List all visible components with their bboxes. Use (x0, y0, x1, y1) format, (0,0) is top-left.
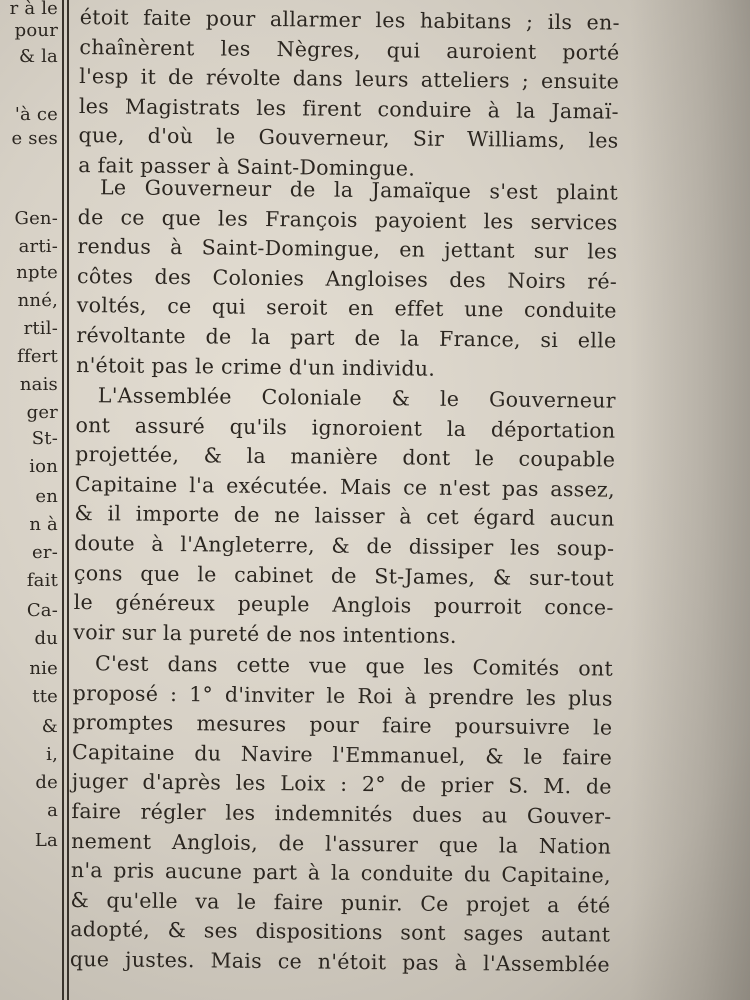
text-line: le généreux peuple Anglois pourroit conce- (73, 590, 614, 620)
text-line: C'est dans cette vue que les Comités ont (94, 651, 614, 681)
text-line: juger d'après les Loix : 2° de prier S. M. de (71, 769, 612, 800)
left-column-line: fait (26, 570, 58, 591)
text-line: que justes. Mais ce n'étoit pas à l'Assemblée (69, 946, 611, 977)
text-line: faire régler les indemnités dues au Gouver- (71, 798, 612, 829)
text-line: Le Gouverneur de la Jamaïque s'est plaint (99, 175, 619, 205)
left-column-line: pour (14, 20, 58, 41)
left-column-line: Ca- (26, 600, 58, 621)
column-rule-right (67, 0, 69, 1000)
text-line: voltés, ce qui seroit en effet une conduite (76, 293, 617, 324)
left-column-line: & la (18, 46, 58, 67)
text-line: les Magistrats les firent conduire à la Jamaï- (78, 93, 619, 124)
text-line: l'esp it de révolte dans leurs atteliers ; ensuite (79, 64, 620, 94)
left-column-line: n à (29, 514, 58, 535)
left-column-line: nie (29, 658, 58, 679)
left-column-line: 'à ce (14, 104, 58, 125)
text-line: proposé : 1° d'inviter le Roi à prendre les plus (72, 680, 613, 711)
left-column-line: de (35, 772, 58, 793)
text-line: Capitaine du Navire l'Emmanuel, & le faire (72, 739, 613, 770)
text-line: étoit faite pour allarmer les habitans ; ils en- (79, 4, 620, 35)
left-column-line: er- (32, 542, 58, 563)
text-line: voir sur la pureté de nos intentions. (73, 619, 457, 648)
left-column-line: Gen- (14, 208, 58, 229)
left-column-fragment (0, 0, 58, 1000)
left-column-line: du (34, 628, 58, 649)
left-column-line: ffert (17, 346, 58, 367)
left-column-line: rtil- (23, 318, 58, 339)
text-line: çons que le cabinet de St-James, & sur-tout (73, 560, 615, 591)
left-column-line: ion (29, 456, 58, 477)
left-column-line: nais (19, 374, 58, 395)
left-column-line: i, (46, 744, 58, 765)
left-column-line: r à le (9, 0, 58, 19)
left-column-line: ger (26, 402, 58, 423)
left-column-line: tte (32, 686, 58, 707)
left-column-line: e ses (11, 128, 58, 149)
left-column-line: St- (31, 428, 58, 449)
text-line: promptes mesures pour faire poursuivre le (72, 710, 613, 740)
text-line: que, d'où le Gouverneur, Sir Williams, les (78, 123, 619, 154)
text-line: doute à l'Angleterre, & de dissiper les soup- (74, 530, 615, 561)
text-line: révoltante de la part de la France, si elle (76, 322, 617, 353)
left-column-line: a (47, 800, 58, 821)
left-column-line: La (34, 830, 58, 851)
text-line: chaînèrent les Nègres, qui auroient porté (79, 34, 620, 65)
text-line: n'a pris aucune part à la conduite du Capitaine, (70, 858, 611, 888)
text-line: projettée, & la manière dont le coupable (75, 442, 616, 472)
column-rule-left (62, 0, 64, 1000)
left-column-line: en (35, 486, 58, 507)
text-line: a fait passer à Saint-Domingue. (78, 152, 416, 181)
left-column-line: npte (16, 262, 58, 283)
text-line: L'Assemblée Coloniale & le Gouverneur (97, 383, 616, 413)
text-line: nement Anglois, de l'assurer que la Nation (71, 828, 612, 859)
text-line: & qu'elle va le faire punir. Ce projet a été (70, 887, 611, 918)
text-line: n'étoit pas le crime d'un individu. (76, 352, 436, 381)
left-column-line: nné, (17, 290, 58, 311)
text-line: côtes des Colonies Angloises des Noirs ré- (76, 263, 618, 294)
left-column-line: & (41, 716, 58, 737)
left-column-line: arti- (18, 236, 58, 257)
text-line: de ce que les François payoient les services (77, 204, 618, 235)
text-line: adopté, & ses dispositions sont sages autant (70, 917, 611, 947)
text-line: Capitaine l'a exécutée. Mais ce n'est pas assez, (74, 471, 616, 502)
text-line: & il importe de ne laisser à cet égard aucun (74, 501, 615, 532)
text-line: ont assuré qu'ils ignoroient la déportation (75, 412, 616, 443)
text-line: rendus à Saint-Domingue, en jettant sur les (77, 234, 618, 264)
main-text-column (70, 0, 720, 1000)
